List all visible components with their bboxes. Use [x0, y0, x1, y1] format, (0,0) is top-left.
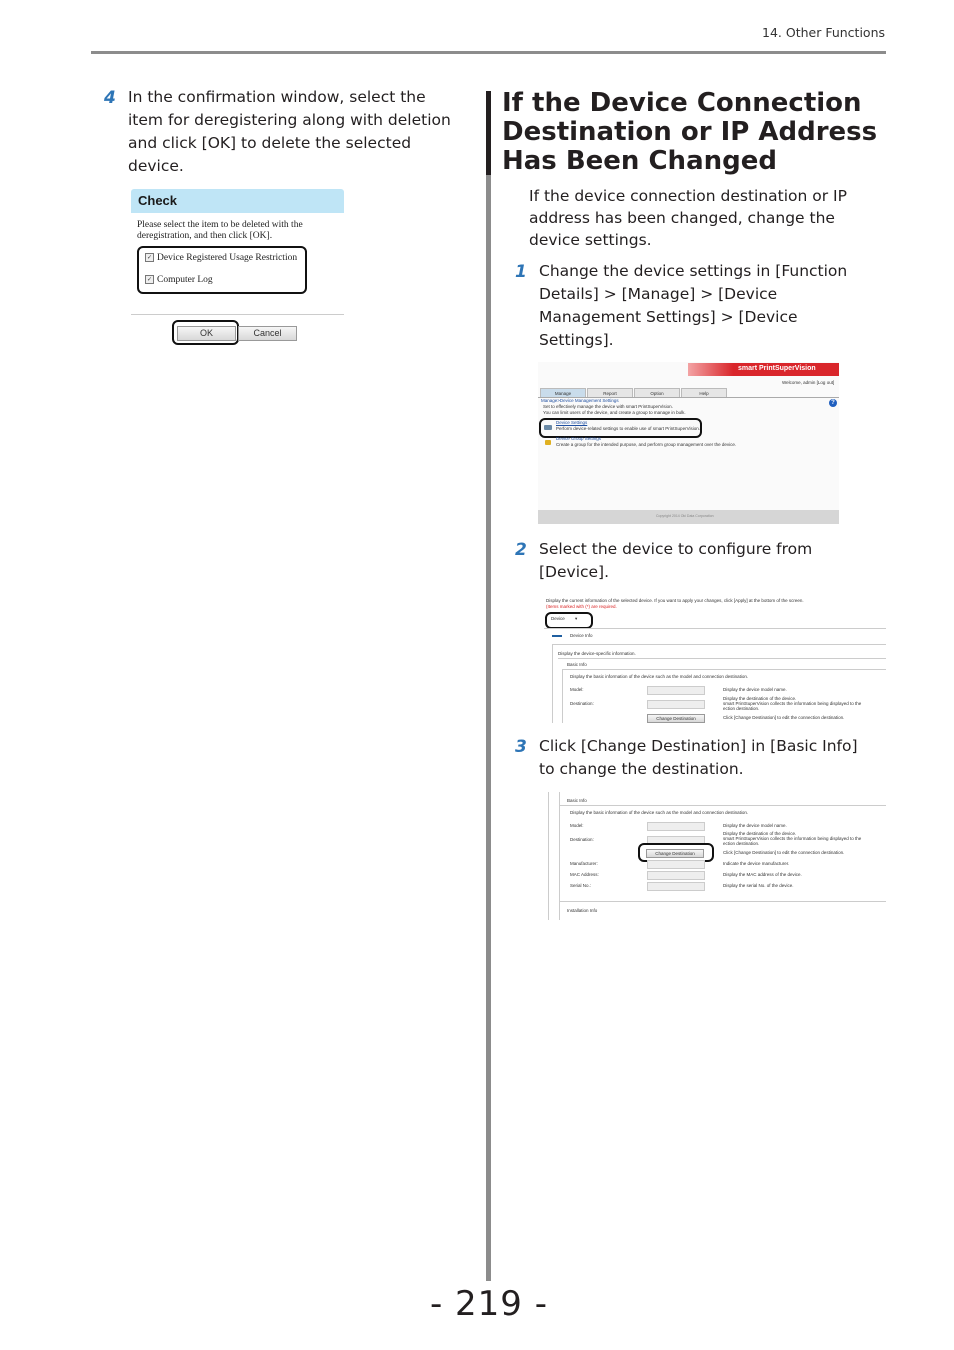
inner-rule: [562, 669, 563, 723]
basic-info-description: Display the basic information of the device such as the model and connection destination.: [570, 810, 749, 815]
step-2-line: Select the device to configure from: [539, 540, 813, 558]
step-4-line: item for deregistering along with deletion: [128, 111, 451, 129]
model-value: [647, 822, 705, 831]
brand-name: smart PrintSuperVision: [738, 365, 816, 372]
option-label: Device Registered Usage Restriction: [157, 253, 298, 263]
change-destination-button[interactable]: Change Destination: [646, 849, 704, 858]
step-4-line: device.: [128, 157, 184, 175]
step-3-text: [539, 735, 884, 781]
installation-info-heading: Installation Info: [567, 908, 598, 913]
separator: [562, 669, 886, 670]
tab-option[interactable]: Option: [634, 388, 680, 398]
checkbox-usage-restriction[interactable]: ✓: [146, 254, 153, 261]
destination-description: smart PrintSuperVision collects the information being displayed to the: [723, 701, 862, 706]
destination-description: smart PrintSuperVision collects the information being displayed to the: [723, 836, 862, 841]
section-title: [502, 89, 877, 176]
separator: [552, 644, 886, 645]
intro-text: [529, 185, 889, 251]
dialog-separator: [131, 314, 344, 315]
separator: [559, 805, 886, 806]
separator: [558, 658, 886, 659]
step-4-text: [128, 86, 478, 178]
cancel-button[interactable]: Cancel: [238, 326, 297, 341]
destination-description: ection destination.: [723, 841, 760, 846]
device-settings-description: Perform device-related settings to enable use of smart PrintSuperVision.: [556, 426, 700, 431]
mac-address-value: [647, 871, 705, 880]
step-number-3: 3: [515, 737, 527, 757]
manufacturer-description: Indicate the device manufacturer.: [723, 861, 790, 866]
destination-description: Display the destination of the device.: [723, 831, 797, 836]
step-1-line: Change the device settings in [Function: [539, 262, 848, 280]
destination-label: Destination:: [570, 701, 594, 706]
device-group-description: Create a group for the intended purpose, and perform group management over the device.: [556, 442, 737, 447]
tab-manage[interactable]: Manage: [540, 388, 586, 398]
destination-description: ection destination.: [723, 706, 760, 711]
basic-info-description: Display the basic information of the device such as the model and connection destination.: [570, 674, 749, 679]
separator: [544, 628, 886, 629]
destination-label: Destination:: [570, 837, 594, 842]
model-label: Model:: [570, 687, 584, 692]
section-title-line: Destination or IP Address: [502, 117, 878, 147]
breadcrumb[interactable]: Manage>Device Management Settings: [541, 398, 619, 403]
step-3-line: Click [Change Destination] in [Basic Info]: [539, 737, 858, 755]
intro-line: device settings.: [529, 231, 652, 249]
description-line: You can limit users of the device, and create a group to manage in bulk.: [543, 410, 686, 415]
device-info-description: Display the device-specific information.: [558, 651, 636, 656]
manufacturer-value: [647, 860, 705, 869]
step-number-1: 1: [515, 262, 527, 282]
step-number-2: 2: [515, 540, 527, 560]
step-1-line: Settings].: [539, 331, 614, 349]
step-1-line: Details] > [Manage] > [Device: [539, 285, 778, 303]
instruction-line: Display the current information of the selected device. If you want to apply your changes, click [Apply] at the bottom of the screen.: [546, 598, 804, 603]
model-description: Display the device model name.: [723, 823, 787, 828]
basic-info-heading: Basic Info: [567, 798, 587, 803]
section-title-bar: [486, 91, 491, 175]
device-select[interactable]: Device: [551, 616, 565, 621]
option-label: Computer Log: [157, 275, 213, 285]
intro-line: address has been changed, change the: [529, 209, 835, 227]
section-title-line: If the Device Connection: [502, 88, 862, 118]
screenshot-device-select: [544, 595, 886, 723]
change-destination-button[interactable]: Change Destination: [647, 714, 705, 723]
required-note: (Items marked with (*) are required.: [546, 604, 617, 609]
model-description: Display the device model name.: [723, 687, 787, 692]
printer-icon: [544, 425, 552, 430]
dropdown-arrow-icon[interactable]: ▾: [575, 616, 578, 621]
serial-number-label: Serial No.:: [570, 883, 592, 888]
device-settings-link[interactable]: Device Settings: [556, 420, 588, 425]
mac-address-label: MAC Address:: [570, 872, 599, 877]
change-destination-description: Click [Change Destination] to edit the connection destination.: [723, 850, 845, 855]
page-number: - 219 -: [429, 1284, 549, 1324]
change-destination-description: Click [Change Destination] to edit the connection destination.: [723, 715, 845, 720]
step-2-line: [Device].: [539, 563, 610, 581]
column-divider: [486, 91, 491, 1281]
header-rule: [91, 51, 886, 54]
left-rule: [552, 644, 553, 723]
manufacturer-label: Manufacturer:: [570, 861, 598, 866]
screenshot-change-destination: [544, 792, 886, 920]
tab-help[interactable]: Help: [681, 388, 727, 398]
step-4-line: In the confirmation window, select the: [128, 88, 426, 106]
section-title-line: Has Been Changed: [502, 146, 777, 176]
model-label: Model:: [570, 823, 584, 828]
left-rule: [548, 792, 549, 920]
copyright: Copyright 2014 Oki Data Corporation: [656, 514, 714, 518]
screenshot-device-management: [538, 362, 839, 524]
step-4-line: and click [OK] to delete the selected: [128, 134, 412, 152]
separator: [559, 901, 886, 902]
destination-description: Display the destination of the device.: [723, 696, 797, 701]
tab-report[interactable]: Report: [587, 388, 633, 398]
step-number-4: 4: [104, 88, 116, 108]
chapter-title: 14. Other Functions: [762, 25, 885, 40]
folder-icon: [545, 440, 551, 445]
step-3-line: to change the destination.: [539, 760, 744, 778]
check-dialog-title: Check: [138, 193, 178, 208]
dialog-instruction-line: Please select the item to be deleted with the: [137, 220, 303, 230]
ok-button[interactable]: OK: [177, 326, 236, 341]
step-1-text: [539, 260, 884, 352]
step-2-text: [539, 538, 884, 584]
destination-value: [647, 700, 705, 709]
step-1-line: Management Settings] > [Device: [539, 308, 798, 326]
welcome-text: Welcome, admin [Log out]: [782, 380, 835, 385]
dialog-instruction-line: deregistration, and then click [OK].: [137, 231, 273, 241]
description-line: Set to effectively manage the device with smart PrintSuperVision.: [543, 404, 673, 409]
serial-number-description: Display the serial No. of the device.: [723, 883, 794, 888]
device-info-heading: Device Info: [570, 633, 593, 638]
intro-line: If the device connection destination or IP: [529, 187, 847, 205]
device-group-settings-link[interactable]: Device Group Settings: [556, 436, 602, 441]
basic-info-heading: Basic Info: [567, 662, 587, 667]
collapse-icon[interactable]: [552, 635, 562, 637]
mac-address-description: Display the MAC address of the device.: [723, 872, 802, 877]
help-icon[interactable]: ?: [829, 399, 837, 407]
checkbox-computer-log[interactable]: ✓: [146, 276, 153, 283]
model-value: [647, 686, 705, 695]
serial-number-value: [647, 882, 705, 891]
